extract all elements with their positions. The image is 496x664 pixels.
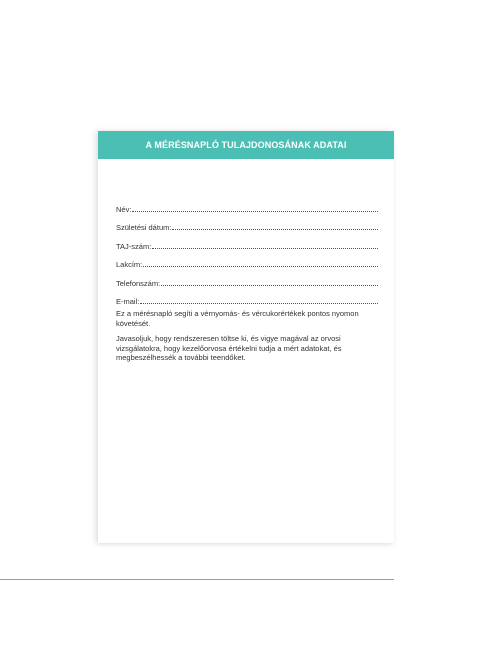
- field-label-name: Név:: [116, 204, 132, 214]
- field-phone: [116, 269, 378, 288]
- notes-section: [116, 309, 378, 369]
- field-line-birth-date: [172, 228, 378, 230]
- owner-data-form: [116, 195, 378, 306]
- field-line-email: [140, 302, 378, 304]
- field-label-phone: Telefonszám:: [116, 278, 161, 288]
- field-label-address: Lakcím:: [116, 260, 143, 269]
- field-line-phone: [161, 284, 378, 286]
- field-line-name: [132, 210, 378, 212]
- field-birth-date: [116, 214, 378, 233]
- field-label-taj-number: TAJ-szám:: [116, 241, 152, 251]
- page-title: A MÉRÉSNAPLÓ TULAJDONOSÁNAK ADATAI: [145, 140, 347, 150]
- field-name: [116, 195, 378, 214]
- field-taj-number: [116, 232, 378, 251]
- field-email: [116, 288, 378, 307]
- field-line-address: [143, 265, 378, 267]
- booklet-page: [98, 131, 394, 543]
- notes-paragraph-1: Ez a mérésnapló segíti a vérnyomás- és vércukorértékek pontos nyomon követését.: [116, 309, 359, 328]
- notes-paragraph-2: Javasoljuk, hogy rendszeresen töltse ki, és vigye magával az orvosi vizsgálatokra, hogy kezelőorvosa értékelni tudja a mért adatokat, és megbeszélhessék a további teendőket.: [116, 334, 342, 362]
- bottom-divider: [0, 579, 394, 580]
- field-label-email: E-mail:: [116, 297, 140, 306]
- field-address: [116, 251, 378, 270]
- page-header: [98, 131, 394, 159]
- field-line-taj-number: [152, 247, 378, 249]
- field-label-birth-date: Születési dátum:: [116, 223, 172, 232]
